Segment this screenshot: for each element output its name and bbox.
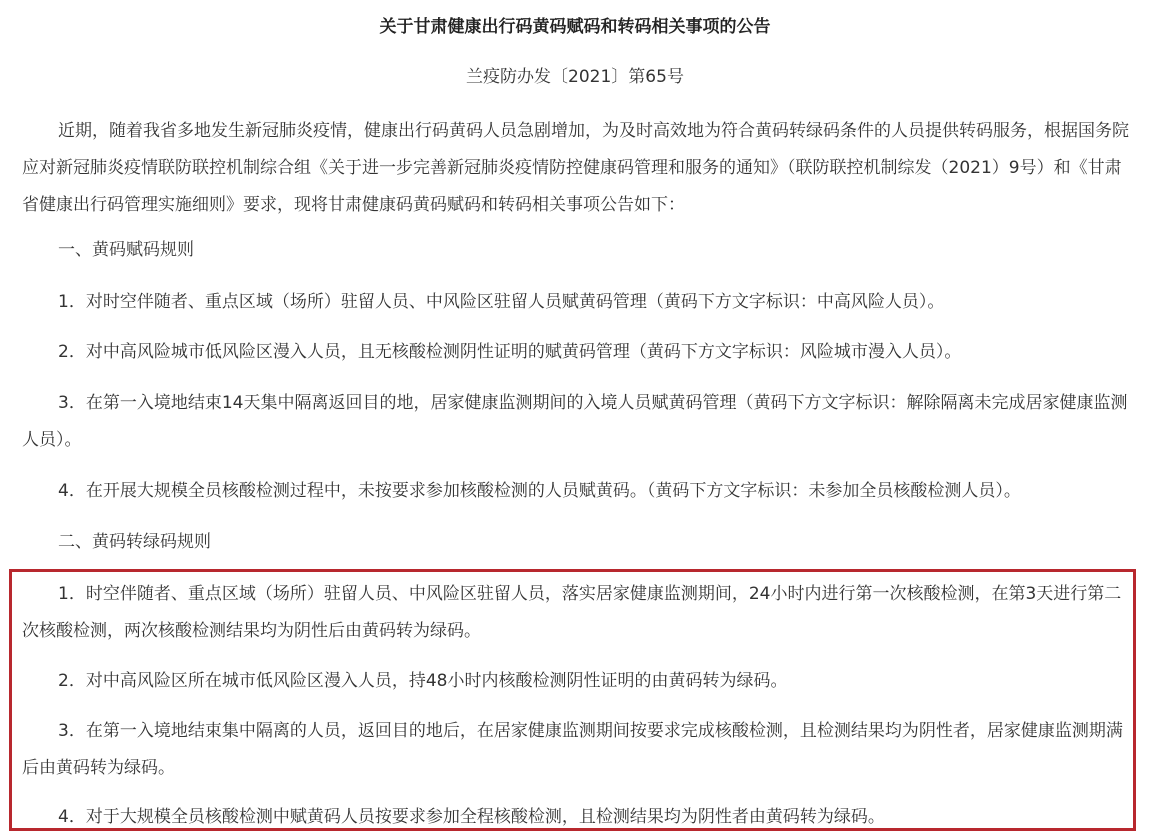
section2-item-3: 3．在第一入境地结束集中隔离的人员，返回目的地后，在居家健康监测期间按要求完成核酸检测，且检测结果均为阴性者，居家健康监测期满后由黄码转为绿码。	[22, 721, 1123, 778]
section2-heading: 二、黄码转绿码规则	[58, 532, 211, 552]
section1-item-4: 4．在开展大规模全员核酸检测过程中，未按要求参加核酸检测的人员赋黄码。（黄码下方文字标识：未参加全员核酸检测人员）。	[58, 481, 1021, 501]
section2-item-4: 4．对于大规模全员核酸检测中赋黄码人员按要求参加全程核酸检测，且检测结果均为阴性者由黄码转为绿码。	[58, 807, 885, 827]
section1-item-2: 2．对中高风险城市低风险区漫入人员，且无核酸检测阴性证明的赋黄码管理（黄码下方文字标识：风险城市漫入人员）。	[58, 342, 962, 362]
document-title: 关于甘肃健康出行码黄码赋码和转码相关事项的公告	[379, 17, 771, 37]
section1-heading: 一、黄码赋码规则	[58, 240, 194, 260]
section2-item-1: 1．时空伴随者、重点区域（场所）驻留人员、中风险区驻留人员，落实居家健康监测期间，24小时内进行第一次核酸检测，在第3天进行第二次核酸检测，两次核酸检测结果均为阴性后由黄码转为绿码。	[22, 584, 1122, 641]
document-number: 兰疫防办发〔2021〕第65号	[466, 67, 684, 87]
section2-item-2: 2．对中高风险区所在城市低风险区漫入人员，持48小时内核酸检测阴性证明的由黄码转为绿码。	[58, 671, 788, 691]
intro-paragraph: 近期，随着我省多地发生新冠肺炎疫情，健康出行码黄码人员急剧增加，为及时高效地为符合黄码转绿码条件的人员提供转码服务，根据国务院应对新冠肺炎疫情联防联控机制综合组《关于进一步完善新冠肺炎疫情防控健康码管理和服务的通知》（联防联控机制综发（2021）9号）和《甘肃省健康出行码管理实施细则》要求，现将甘肃健康码黄码赋码和转码相关事项公告如下：	[22, 121, 1129, 215]
section1-item-1: 1．对时空伴随者、重点区域（场所）驻留人员、中风险区驻留人员赋黄码管理（黄码下方文字标识：中高风险人员）。	[58, 292, 945, 312]
section1-item-3: 3．在第一入境地结束14天集中隔离返回目的地，居家健康监测期间的入境人员赋黄码管理（黄码下方文字标识：解除隔离未完成居家健康监测人员）。	[22, 393, 1128, 450]
highlight-box	[9, 569, 1136, 831]
